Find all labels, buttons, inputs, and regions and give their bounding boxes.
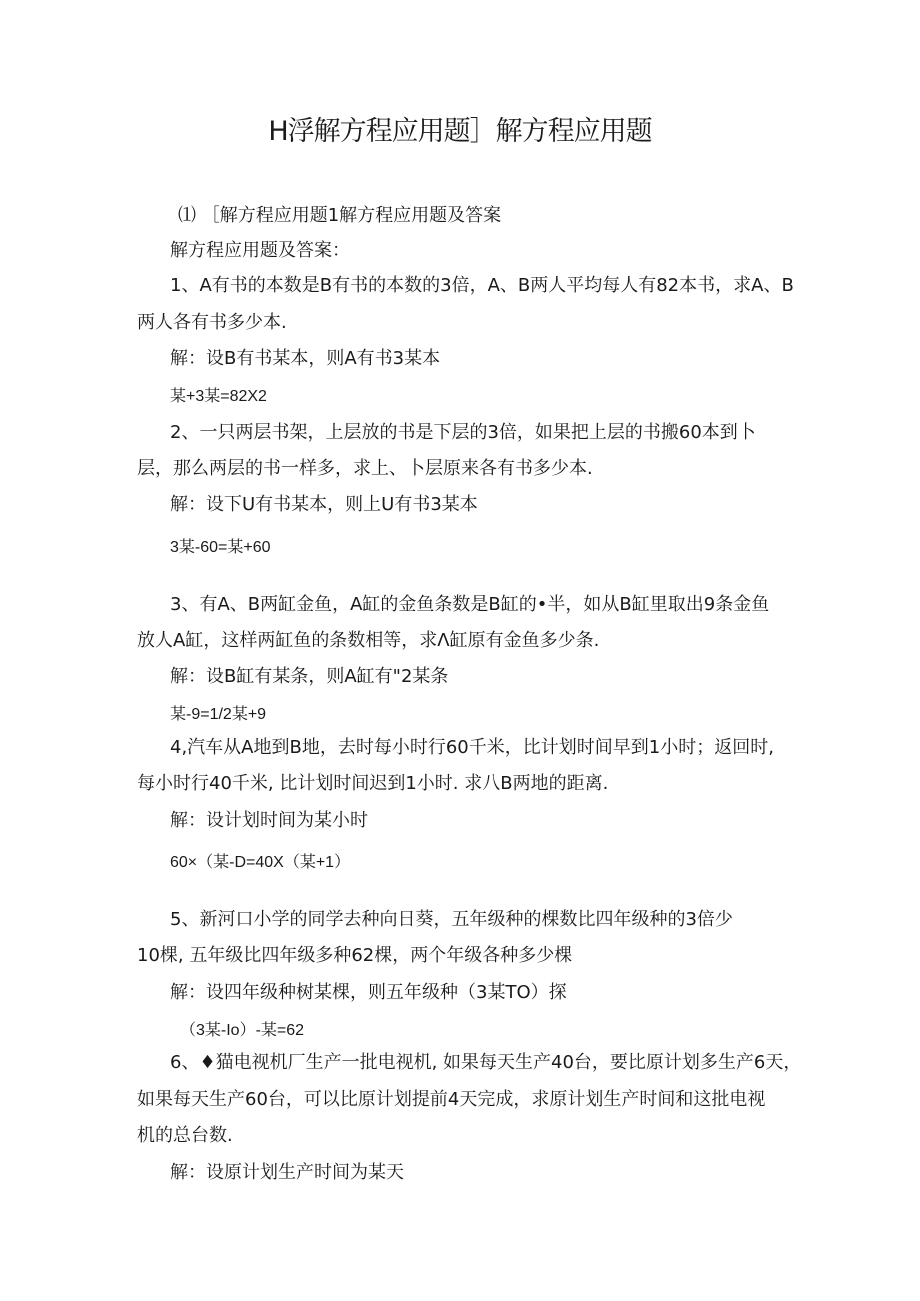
problem-2-line-1: 2、一只两层书架，上层放的书是下层的3倍，如果把上层的书搬60本到卜 <box>170 422 756 443</box>
document-title: H浮解方程应用题］解方程应用题 <box>268 116 652 147</box>
problem-5-equation: （3某-Io）-某=62 <box>180 1022 305 1039</box>
problem-6-line-3: 机的总台数. <box>137 1125 233 1146</box>
problem-4-solution: 解：设计划时间为某小时 <box>170 810 368 831</box>
problem-2-equation: 3某-60=某+60 <box>170 539 271 556</box>
problem-3-equation: 某-9=1/2某+9 <box>170 706 267 723</box>
problem-1-line-2: 两人各有书多少本. <box>137 312 287 333</box>
problem-6-line-1: 6、♦猫电视机厂生产一批电视机, 如果每天生产40台，要比原计划多生产6天， <box>170 1052 802 1073</box>
answers-heading: 解方程应用题及答案： <box>170 240 350 261</box>
problem-3-line-1: 3、有A、B两缸金鱼，A缸的金鱼条数是B缸的•半，如从B缸里取出9条金鱼 <box>170 594 770 615</box>
problem-4-line-2: 每小时行40千米, 比计划时间迟到1小时. 求八B两地的距离. <box>137 773 609 794</box>
problem-2-line-2: 层，那么两层的书一样多，求上、卜层原来各有书多少本. <box>137 458 593 479</box>
problem-3-solution: 解：设B缸有某条，则A缸有"2某条 <box>170 666 449 687</box>
problem-5-solution: 解：设四年级种树某棵，则五年级种（3某TO）探 <box>170 982 567 1003</box>
problem-5-line-1: 5、新河口小学的同学去种向日葵，五年级种的棵数比四年级种的3倍少 <box>170 909 733 930</box>
problem-6-solution: 解：设原计划生产时间为某天 <box>170 1162 404 1183</box>
problem-1-solution: 解：设B有书某本，则A有书3某本 <box>170 348 441 369</box>
problem-1-equation: 某+3某=82X2 <box>170 388 267 405</box>
problem-5-line-2: 10棵, 五年级比四年级多种62棵，两个年级各种多少棵 <box>137 945 573 966</box>
problem-4-line-1: 4,汽车从A地到B地，去时每小时行60千米，比计划时间早到1小时；返回时, <box>170 737 774 758</box>
problem-3-line-2: 放人A缸，这样两缸鱼的条数相等，求Λ缸原有金鱼多少条. <box>137 630 600 651</box>
problem-6-line-2: 如果每天生产60台，可以比原计划提前4天完成，求原计划生产时间和这批电视 <box>137 1089 766 1110</box>
problem-2-solution: 解：设下U有书某本，则上U有书3某本 <box>170 494 478 515</box>
problem-1-line-1: 1、A有书的本数是B有书的本数的3倍，A、B两人平均每人有82本书，求A、B <box>170 275 794 296</box>
problem-4-equation: 60×（某-D=40X（某+1） <box>170 854 351 871</box>
section-heading: ⑴ ［解方程应用题1解方程应用题及答案 <box>178 205 502 226</box>
